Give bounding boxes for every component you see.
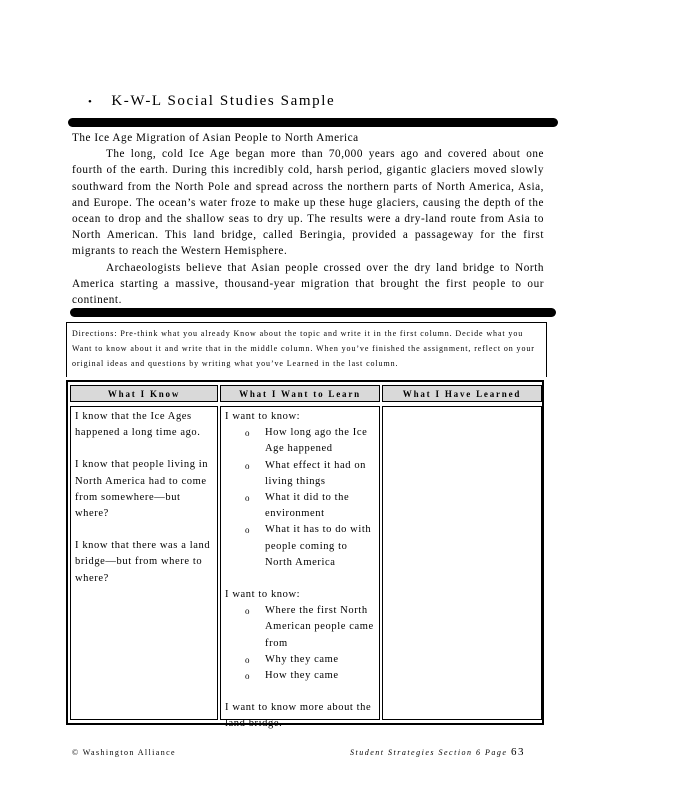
learned-header: What I Have Learned — [382, 385, 542, 402]
page-title-row — [88, 93, 335, 110]
question-item: o What it did to the environment — [245, 492, 350, 520]
reading-paragraph-2: Archaeologists believe that Asian people crossed over the dry land bridge to North America starting a massive, thousand-year migration that brought the first people to our continent. — [72, 261, 544, 307]
know-header: What I Know — [70, 385, 218, 402]
want-intro: I want to know: — [225, 411, 301, 422]
know-column — [70, 385, 218, 720]
question-item: o Where the first North American people came from — [245, 605, 374, 649]
know-item: I know that people living in North America had to come from somewhere—but where? — [75, 459, 209, 520]
want-header: What I Want to Learn — [220, 385, 380, 402]
title-bullet: • — [88, 96, 94, 108]
footer-section: Student Strategies Section 6 Page 63 — [350, 746, 525, 758]
footer-copyright: © Washington Alliance — [72, 748, 177, 757]
question-item: o What effect it had on living things — [245, 459, 367, 487]
bullet-circle-icon: o — [245, 606, 251, 617]
bullet-circle-icon: o — [245, 460, 251, 471]
bullet-circle-icon: o — [245, 428, 251, 439]
bullet-circle-icon: o — [245, 525, 251, 536]
want-cell — [220, 406, 380, 730]
learned-column — [382, 385, 542, 720]
bullet-circle-icon: o — [245, 654, 251, 665]
top-divider-bar — [68, 118, 558, 127]
bottom-divider-bar — [70, 308, 556, 317]
know-item: I know that there was a land bridge—but from where to where? — [75, 540, 211, 584]
want-column — [220, 385, 380, 730]
bullet-circle-icon: o — [245, 493, 251, 504]
question-item: o What it has to do with people coming to North America — [245, 524, 372, 568]
question-item: o Why they came — [225, 652, 375, 668]
page-title: K-W-L Social Studies Sample — [111, 93, 336, 109]
bullet-circle-icon: o — [245, 671, 251, 682]
reading-heading: The Ice Age Migration of Asian People to North America — [72, 132, 359, 144]
question-item: o How they came — [225, 668, 375, 684]
know-cell — [70, 406, 218, 720]
question-list-2 — [225, 603, 375, 684]
reading-passage — [72, 130, 544, 308]
want-closing: I want to know more about the land bridge. — [225, 702, 372, 730]
learned-cell — [382, 406, 542, 720]
reading-paragraph-1: The long, cold Ice Age began more than 70,000 years ago and covered about one fourth of the earth. During this incredibly cold, harsh period, gigantic glaciers moved slowly southward from the North Pole and spread across the northern parts of North America, Asia, and Europe. The ocean’s water froze to make up these huge glaciers, causing the depth of the ocean to drop and the shallow seas to dry up. The results were a dry-land route from Asia to North American. This land bridge, called Beringia, provided a passageway for the first migrants to reach the Western Hemisphere. — [72, 148, 544, 258]
question-item: o How long ago the Ice Age happened — [245, 427, 368, 455]
want-intro: I want to know: — [225, 589, 301, 601]
question-list-1 — [225, 425, 375, 571]
directions-text: Directions: Pre-think what you already Know about the topic and write it in the first column. Decide what you Want to know about it and write that in the middle column. When you’ve finished the assignment, reflect on your original ideas and questions by writing what you’ve Learned in the last column. — [72, 329, 535, 368]
page-number: 63 — [510, 746, 525, 758]
know-item: I know that the Ice Ages happened a long time ago. — [75, 411, 201, 439]
kwl-table — [66, 380, 544, 730]
